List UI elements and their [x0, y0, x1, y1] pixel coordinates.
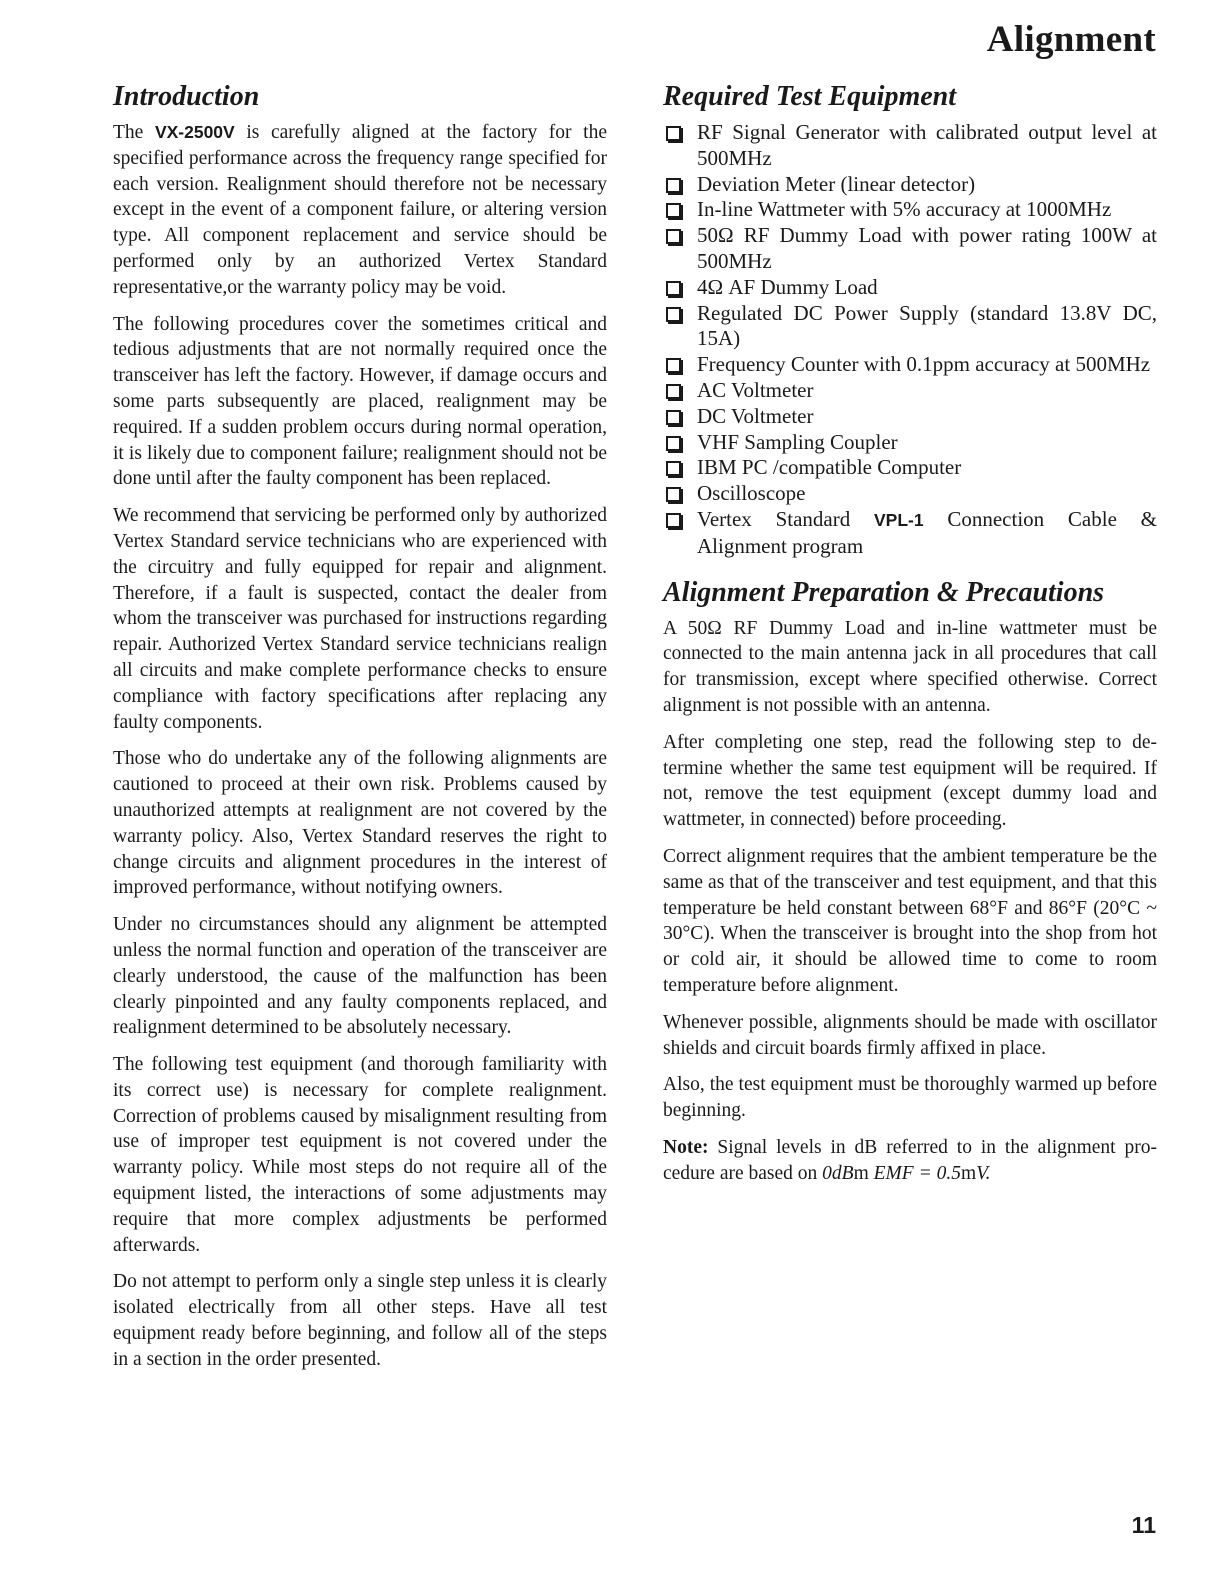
prep-paragraph-5: Also, the test equipment must be thoroughly warmed up before beginning.: [663, 1074, 1157, 1122]
intro-paragraph-1: [113, 120, 607, 301]
list-item: [663, 301, 1157, 353]
note-formula-2: m: [853, 1162, 874, 1184]
left-column: [113, 78, 607, 1384]
checkbox-icon: [666, 203, 681, 218]
model-name: VX-2500V: [154, 122, 235, 142]
intro-paragraph-3: We recommend that servicing be performed only by authorized Vertex Standard service technicians who are experienced with the circuitry and fully equipped for repair and alignment. Therefore, if a fault is suspected, contact the dealer from whom the transceiver was purchased for instructions regarding repair. Authorized Vertex Standard service technicians realign all circuits and make complete performance checks to ensure compliance with factory specifications after replacing any faulty components.: [113, 505, 607, 733]
list-item-text: Connection Cable & Alignment program: [697, 506, 1157, 558]
introduction-heading: Introduction: [113, 81, 260, 112]
checkbox-icon: [666, 461, 681, 476]
intro-p1-rest: is carefully aligned at the factory for the specified performance across the frequency range specified for each version. Realignment should therefore not be necessary except in the event of a component failure, or altering version type. All component replacement and service should be performed only by an authorized Vertex Standard representative,or the warranty policy may be void.: [113, 122, 607, 298]
list-item: [663, 197, 1157, 223]
list-item-text: Regulated DC Power Supply (standard 13.8V DC, 15A): [697, 300, 1157, 351]
list-item: [663, 120, 1157, 172]
checkbox-icon: [666, 126, 681, 141]
list-item-text: In-line Wattmeter with 5% accuracy at 1000MHz: [697, 197, 1112, 222]
checkbox-icon: [666, 487, 681, 502]
list-item-text: RF Signal Generator with calibrated output level at 500MHz: [697, 120, 1157, 170]
list-item-text: Frequency Counter with 0.1ppm accuracy at 500MHz: [697, 352, 1151, 377]
intro-paragraph-2: The following procedures cover the sometimes critical and tedious adjustments that are not normally required once the transceiver has left the factory. However, if damage occurs and some parts subsequently are placed, realignment may be required. If a sudden problem occurs during normal operation, it is likely due to component failure; realignment should not be done until after the faulty component has been replaced.: [113, 313, 607, 490]
checkbox-icon: [666, 307, 681, 322]
intro-paragraph-7: Do not attempt to perform only a single step unless it is clearly isolated electrically from all other steps. Have all test equipment ready before beginning, and follow all of the steps in a section in the order presented.: [113, 1271, 607, 1370]
checkbox-icon: [666, 178, 681, 193]
checkbox-icon: [666, 384, 681, 399]
list-item: [663, 481, 1157, 507]
note-paragraph: [663, 1135, 1157, 1187]
list-item-text: Vertex Standard: [697, 506, 874, 531]
cable-model-name: VPL-1: [873, 509, 924, 530]
list-item: [663, 172, 1157, 198]
list-item: [663, 404, 1157, 430]
prep-paragraph-4: Whenever possible, alignments should be made with oscillator shields and circuit boards firmly affixed in place.: [663, 1011, 1157, 1059]
list-item: [663, 430, 1157, 456]
note-text: Signal levels in dB referred to in the alignment procedure are based on: [663, 1136, 1157, 1184]
checkbox-icon: [666, 513, 681, 528]
list-item-text: DC Voltmeter: [697, 403, 814, 428]
checkbox-icon: [666, 358, 681, 373]
prep-paragraph-3: Correct alignment requires that the ambient temperature be the same as that of the transceiver and test equipment, and that this temperature be held constant between 68°F and 86°F (20°C ~ 30°C). When the transceiver is brought into the shop from hot or cold air, it should be allowed time to come to room temperature before alignment.: [663, 845, 1157, 996]
list-item-text: 4Ω AF Dummy Load: [697, 274, 878, 299]
list-item-text: Deviation Meter (linear detector): [697, 171, 976, 196]
prep-paragraph-1: A 50Ω RF Dummy Load and in-line wattmeter must be connected to the main antenna jack in all procedures that call for transmission, except where specified otherwise. Correct alignment is not possible with an antenna.: [663, 617, 1157, 716]
list-item-text: AC Voltmeter: [697, 377, 814, 402]
page-number: 11: [1131, 1512, 1156, 1538]
note-formula-1: 0dB: [822, 1162, 854, 1184]
preparation-heading: Alignment Preparation & Precautions: [663, 576, 1105, 608]
equipment-heading: Required Test Equipment: [663, 81, 957, 112]
list-item-text: VHF Sampling Coupler: [697, 429, 898, 454]
list-item-text: IBM PC /compatible Computer: [697, 455, 962, 480]
note-formula-5: V.: [976, 1162, 991, 1184]
list-item: [663, 223, 1157, 275]
intro-paragraph-6: The following test equipment (and thorough familiarity with its correct use) is necessary for complete realignment. Correction of problems caused by misalignment resulting from use of improper test equipment is not covered under the warranty policy. While most steps do not require all of the equipment listed, the interactions of some adjustments may require that more complex adjustments be performed afterwards.: [113, 1054, 607, 1256]
note-formula-3: EMF = 0.5: [873, 1162, 961, 1184]
prep-paragraph-2: After completing one step, read the following step to determine whether the same test equipment will be required. If not, remove the test equipment (except dummy load and wattmeter, in connected) before proceeding.: [663, 731, 1157, 831]
intro-paragraph-4: Those who do undertake any of the following alignments are cautioned to proceed at their own risk. Problems caused by unauthorized attempts at realignment are not covered by the warranty policy. Also, Vertex Standard reserves the right to change circuits and alignment procedures in the interest of improved performance, without notifying owners.: [113, 748, 607, 899]
page-title: Alignment: [986, 19, 1156, 60]
list-item: [663, 378, 1157, 404]
list-item-text: 50Ω RF Dummy Load with power rating 100W at 500MHz: [697, 223, 1157, 273]
list-item: [663, 275, 1157, 301]
list-item: [663, 507, 1157, 560]
intro-p1-lead: The: [113, 122, 155, 143]
list-item: [663, 352, 1157, 378]
list-item-text: Oscilloscope: [697, 481, 806, 506]
list-item: [663, 455, 1157, 481]
equipment-list: [663, 120, 1157, 560]
checkbox-icon: [666, 436, 681, 451]
note-label: Note:: [663, 1136, 709, 1158]
checkbox-icon: [666, 229, 681, 244]
note-formula-4: m: [961, 1162, 977, 1184]
right-column: [663, 78, 1157, 1197]
intro-paragraph-5: Under no circumstances should any alignment be attempted unless the normal function and operation of the transceiver are clearly understood, the cause of the malfunction has been clearly pinpointed and any faulty components replaced, and realignment determined to be absolutely necessary.: [113, 914, 607, 1039]
checkbox-icon: [666, 281, 681, 296]
checkbox-icon: [666, 410, 681, 425]
